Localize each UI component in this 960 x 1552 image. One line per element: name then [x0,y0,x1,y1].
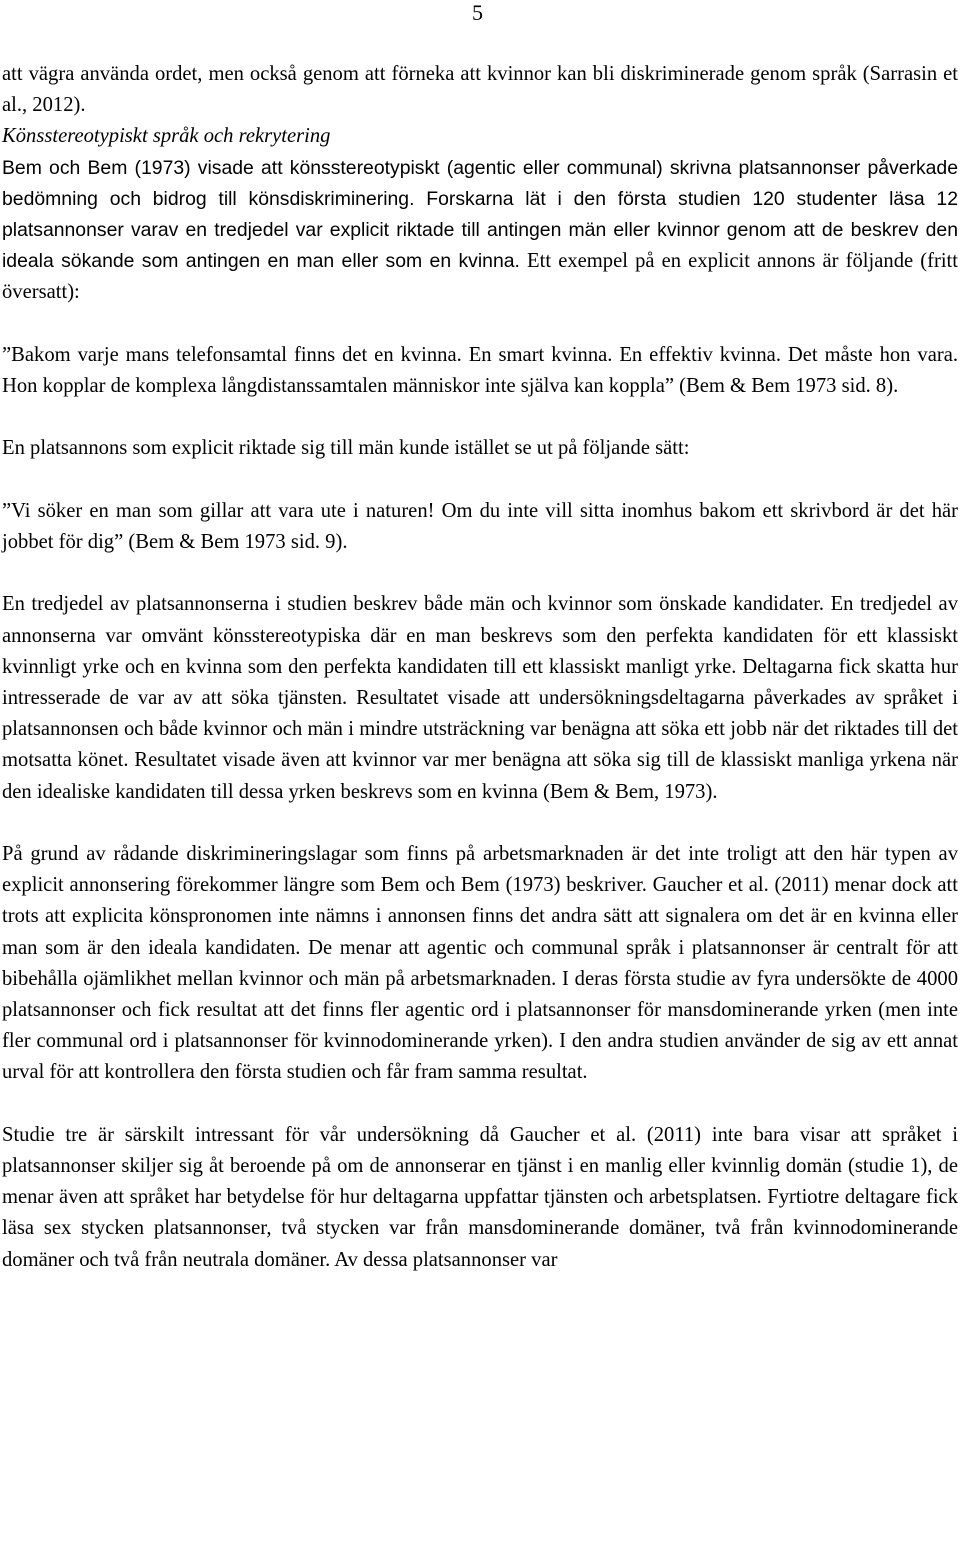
body-text [2,59,958,1276]
paragraph-study-three: Studie tre är särskilt intressant för vår undersökning då Gaucher et al. (2011) inte bara visar att språket i platsannonser skiljer sig åt beroende på om de annonserar en tjänst i en manlig eller kvinnlig domän (studie 1), de menar även att språket har betydelse för hur deltagarna uppfattar tjänsten och arbetsplatsen. Fyrtiotre deltagare fick läsa sex stycken platsannonser, två stycken var från mansdominerande domäner, två från kvinnodominerande domäner och två från neutrala domäner. Av dessa platsannonser var [2,1123,958,1271]
paragraph-intro: att vägra använda ordet, men också genom att förneka att kvinnor kan bli diskriminerade genom språk (Sarrasin et al., 2012). [2,63,958,117]
page-number: 5 [472,0,483,25]
paragraph-male-ad-intro: En platsannons som explicit riktade sig till män kunde istället se ut på följande sätt: [2,437,690,460]
paragraph-bem-study-part2: Ett exempel på en explicit annons är följande (fritt översatt): [2,250,958,304]
paragraph-results: En tredjedel av platsannonserna i studien beskrev både män och kvinnor som önskade kandidater. En tredjedel av annonserna var omvänt könsstereotypiska där en man beskrevs som den perfekta kandidaten för ett klassiskt kvinnligt yrke och en kvinna som den perfekta kandidaten till ett klassiskt manligt yrke. Deltagarna fick skatta hur intresserade de var av att söka tjänsten. Resultatet visade att undersökningsdeltagarna påverkades av språket i platsannonsen och både kvinnor och män i mindre utsträckning var benägna att söka ett jobb när det riktades till det motsatta könet. Resultatet visade även att kvinnor var mer benägna att söka sig till de klassiskt manliga yrkena när den idealiske kandidaten till dessa yrken beskrevs som en kvinna (Bem & Bem, 1973). [2,593,958,803]
paragraph-bem-study [2,153,958,309]
quote-telephone-ad: ”Bakom varje mans telefonsamtal finns det en kvinna. En smart kvinna. En effektiv kvinna. Det måste hon vara. Hon kopplar de komplexa långdistanssamtalen människor inte själva kan koppla” (Bem & Bem 1973 sid. 8). [2,343,958,398]
paragraph-gaucher: På grund av rådande diskrimineringslagar som finns på arbetsmarknaden är det inte troligt att den här typen av explicit annonsering förekommer längre som Bem och Bem (1973) beskriver. Gaucher et al. (2011) menar dock att trots att explicita könspronomen inte nämns i annonsen finns det andra sätt att signalera om det är en kvinna eller man som är den ideala kandidaten. De menar att agentic och communal språk i platsannonser är centralt för att bibehålla ojämlikhet mellan kvinnor och män på arbetsmarknaden. I deras första studie av fyra undersökte de 4000 platsannonser och fick resultat att det finns fler agentic ord i platsannonser för mansdominerande yrken (men inte fler communal ord i platsannonser för kvinnodominerande yrken). I den andra studien använder de sig av ett annat urval för att kontrollera den första studien och får fram samma resultat. [2,843,958,1084]
paragraph-bem-study-part1: Bem och Bem (1973) visade att könsstereotypiskt (agentic eller communal) skrivna platsannonser påverkade bedömning och bidrog till könsdiskriminering. Forskarna lät i den första studien 120 studenter läsa 12 platsannonser varav en tredjedel var explicit riktade till antingen män eller kvinnor genom att de beskrev den ideala sökande som antingen en man eller som en kvinna. [2,156,958,273]
quote-nature-ad: ”Vi söker en man som gillar att vara ute i naturen! Om du inte vill sitta inomhus bakom ett skrivbord är det här jobbet för dig” (Bem & Bem 1973 sid. 9). [2,499,958,553]
section-heading: Könsstereotypiskt språk och rekrytering [2,125,331,148]
